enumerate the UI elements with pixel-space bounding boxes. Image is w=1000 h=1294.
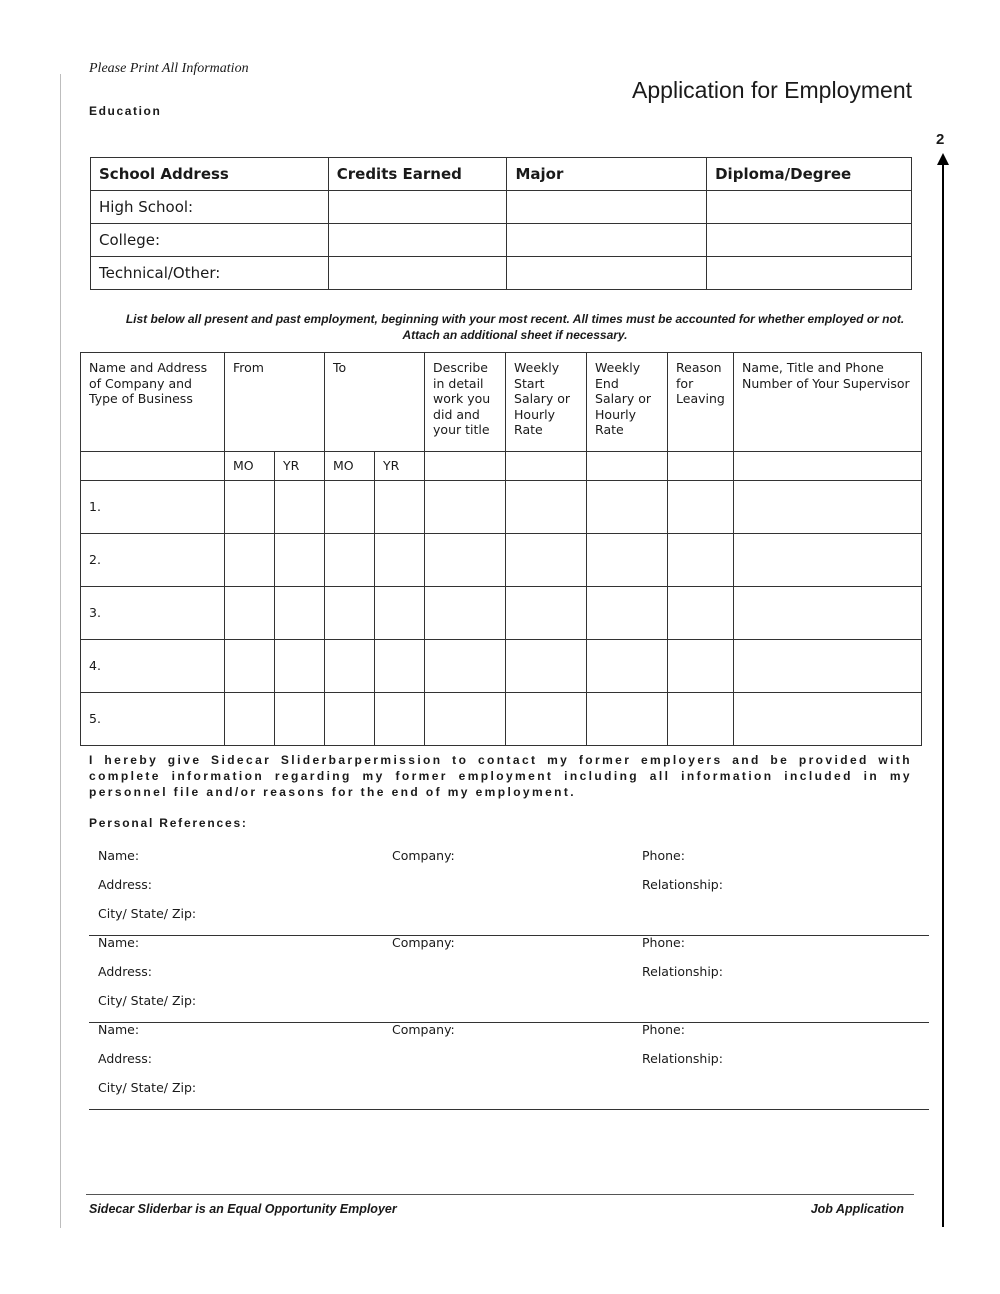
cell[interactable]	[375, 640, 425, 693]
cell[interactable]	[587, 587, 668, 640]
column-header: Major	[507, 158, 707, 191]
cell[interactable]	[375, 534, 425, 587]
cell[interactable]	[325, 693, 375, 746]
cell[interactable]	[587, 693, 668, 746]
phone-label: Phone:	[642, 1022, 685, 1037]
city-state-zip-label: City/ State/ Zip:	[98, 993, 197, 1008]
address-label: Address:	[98, 877, 152, 892]
education-row	[91, 224, 912, 257]
cell[interactable]	[668, 693, 734, 746]
row-number[interactable]: 5.	[81, 693, 225, 746]
major-field[interactable]	[507, 191, 707, 224]
education-header-row	[91, 158, 912, 191]
section-heading-education: Education	[89, 104, 162, 118]
cell[interactable]	[325, 481, 375, 534]
cell[interactable]	[668, 481, 734, 534]
table-row	[81, 481, 922, 534]
column-header: To	[325, 353, 425, 452]
cell[interactable]	[225, 481, 275, 534]
cell[interactable]	[734, 693, 922, 746]
degree-field[interactable]	[707, 224, 912, 257]
cell[interactable]	[587, 640, 668, 693]
row-label: College:	[91, 224, 329, 257]
column-header: Diploma/Degree	[707, 158, 912, 191]
subheader: MO	[225, 452, 275, 481]
cell[interactable]	[375, 693, 425, 746]
row-number[interactable]: 1.	[81, 481, 225, 534]
cell[interactable]	[734, 534, 922, 587]
column-header: Weekly Start Salary or Hourly Rate	[506, 353, 587, 452]
city-state-zip-label: City/ State/ Zip:	[98, 1080, 197, 1095]
table-row	[81, 587, 922, 640]
cell[interactable]	[425, 693, 506, 746]
cell[interactable]	[425, 534, 506, 587]
cell[interactable]	[734, 640, 922, 693]
employment-instruction: List below all present and past employment, beginning with your most recent. All times must be accounted for whether employed or not. Attach an additional sheet if necessary.	[125, 312, 905, 342]
column-header: From	[225, 353, 325, 452]
employment-table	[80, 352, 922, 746]
cell[interactable]	[275, 587, 325, 640]
cell[interactable]	[506, 587, 587, 640]
page-number: 2	[936, 131, 945, 148]
table-row	[81, 534, 922, 587]
major-field[interactable]	[507, 224, 707, 257]
cell[interactable]	[325, 534, 375, 587]
cell[interactable]	[225, 693, 275, 746]
phone-label: Phone:	[642, 848, 685, 863]
cell[interactable]	[225, 640, 275, 693]
left-margin-line	[60, 74, 61, 1228]
degree-field[interactable]	[707, 257, 912, 290]
cell[interactable]	[587, 534, 668, 587]
cell[interactable]	[506, 693, 587, 746]
row-number[interactable]: 2.	[81, 534, 225, 587]
relationship-label: Relationship:	[642, 877, 723, 892]
credits-field[interactable]	[328, 257, 507, 290]
city-state-zip-label: City/ State/ Zip:	[98, 906, 197, 921]
address-label: Address:	[98, 1051, 152, 1066]
subheader: YR	[375, 452, 425, 481]
row-number[interactable]: 3.	[81, 587, 225, 640]
cell[interactable]	[425, 481, 506, 534]
cell[interactable]	[425, 587, 506, 640]
credits-field[interactable]	[328, 224, 507, 257]
subheader: YR	[275, 452, 325, 481]
cell[interactable]	[325, 587, 375, 640]
column-header: Describe in detail work you did and your title	[425, 353, 506, 452]
cell[interactable]	[275, 534, 325, 587]
relationship-label: Relationship:	[642, 1051, 723, 1066]
cell[interactable]	[375, 587, 425, 640]
reference-block	[89, 1022, 929, 1110]
reference-block	[89, 848, 929, 936]
phone-label: Phone:	[642, 935, 685, 950]
cell[interactable]	[506, 481, 587, 534]
employment-header-row	[81, 353, 922, 452]
table-row	[81, 693, 922, 746]
cell[interactable]	[425, 640, 506, 693]
column-header: Reason for Leaving	[668, 353, 734, 452]
cell[interactable]	[506, 640, 587, 693]
table-row	[81, 640, 922, 693]
cell[interactable]	[225, 587, 275, 640]
column-header: Name and Address of Company and Type of Business	[81, 353, 225, 452]
footer-eeo-statement: Sidecar Sliderbar is an Equal Opportunity Employer	[89, 1202, 397, 1216]
name-label: Name:	[98, 935, 140, 950]
reference-block	[89, 935, 929, 1023]
column-header: Weekly End Salary or Hourly Rate	[587, 353, 668, 452]
major-field[interactable]	[507, 257, 707, 290]
footer-divider	[86, 1194, 914, 1195]
relationship-label: Relationship:	[642, 964, 723, 979]
permission-statement: I hereby give Sidecar Sliderbarpermission to contact my former employers and be provided with complete information regarding my former employment including all information included in my personnel file and/or reasons for the end of my employment.	[89, 753, 912, 799]
company-label: Company:	[392, 848, 455, 863]
name-label: Name:	[98, 848, 140, 863]
cell[interactable]	[375, 481, 425, 534]
page-arrow-line	[942, 163, 944, 1227]
footer-document-name: Job Application	[810, 1202, 904, 1216]
row-label: Technical/Other:	[91, 257, 329, 290]
column-header: Name, Title and Phone Number of Your Supervisor	[734, 353, 922, 452]
cell[interactable]	[275, 693, 325, 746]
cell[interactable]	[734, 481, 922, 534]
education-row	[91, 257, 912, 290]
education-row	[91, 191, 912, 224]
row-label: High School:	[91, 191, 329, 224]
name-label: Name:	[98, 1022, 140, 1037]
cell[interactable]	[275, 640, 325, 693]
subheader: MO	[325, 452, 375, 481]
cell[interactable]	[668, 640, 734, 693]
cell[interactable]	[668, 534, 734, 587]
company-label: Company:	[392, 935, 455, 950]
references-heading: Personal References:	[89, 816, 248, 830]
credits-field[interactable]	[328, 191, 507, 224]
page-title: Application for Employment	[632, 77, 912, 103]
degree-field[interactable]	[707, 191, 912, 224]
cell[interactable]	[225, 534, 275, 587]
education-table	[90, 157, 912, 290]
column-header: Credits Earned	[328, 158, 507, 191]
column-header: School Address	[91, 158, 329, 191]
cell[interactable]	[325, 640, 375, 693]
print-instruction: Please Print All Information	[89, 61, 249, 76]
row-number[interactable]: 4.	[81, 640, 225, 693]
cell[interactable]	[734, 587, 922, 640]
cell[interactable]	[668, 587, 734, 640]
cell[interactable]	[506, 534, 587, 587]
cell[interactable]	[587, 481, 668, 534]
employment-subheader-row	[81, 452, 922, 481]
address-label: Address:	[98, 964, 152, 979]
cell[interactable]	[275, 481, 325, 534]
company-label: Company:	[392, 1022, 455, 1037]
